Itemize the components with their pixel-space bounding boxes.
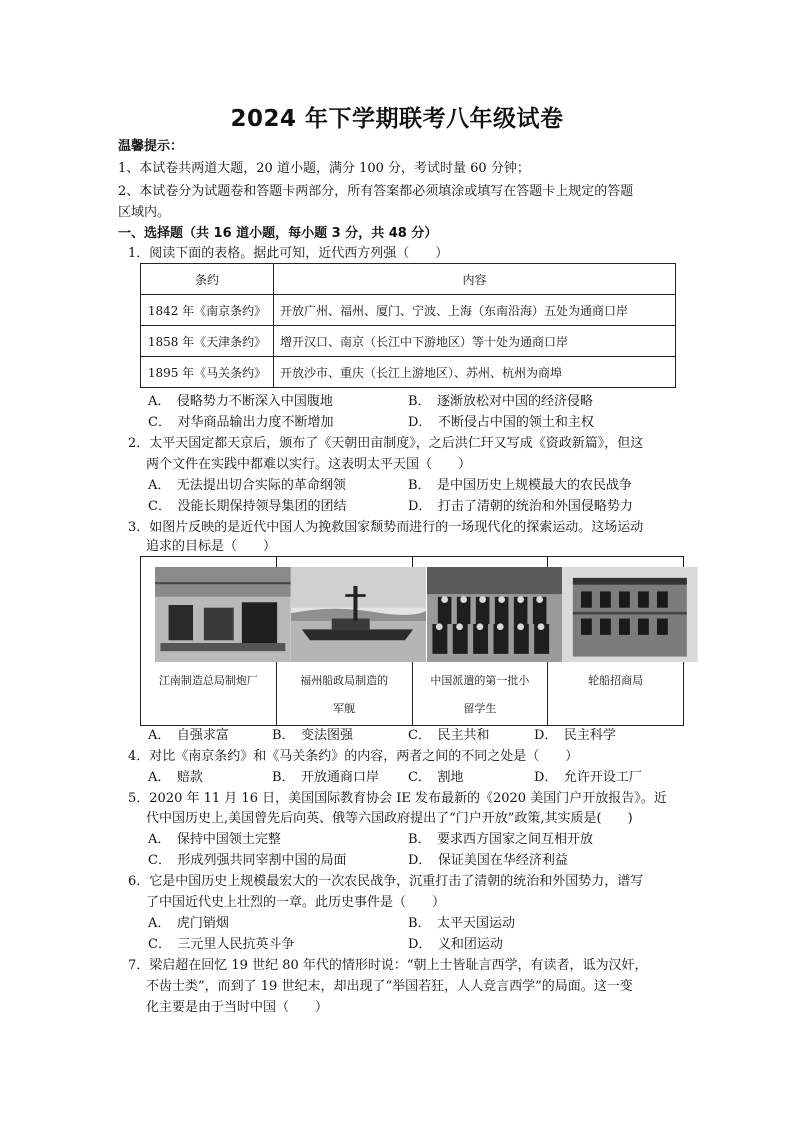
table-row <box>141 295 676 326</box>
table-cell: 增开汉口、南京（长江中下游地区）等十处为通商口岸 <box>274 326 676 357</box>
photo-cell-warship <box>277 557 413 725</box>
q2-stem-1: 2．太平天国定都天京后，颁布了《天朝田亩制度》，之后洪仁玕又写成《资政新篇》，但这 <box>128 436 644 451</box>
q5-stem-1: 5．2020 年 11 月 16 日，美国国际教育协会 IE 发布最新的《2020 美国门户开放报告》。近 <box>128 791 667 806</box>
warship-photo <box>291 567 427 662</box>
photo-table <box>140 556 684 726</box>
q1-option-b: B． 逐渐放松对中国的经济侵略 <box>408 394 594 409</box>
q1-option-c: C． 对华商品输出力度不断增加 <box>148 415 334 430</box>
q5-option-c: C． 形成列强共同宰割中国的局面 <box>148 853 347 868</box>
photo-cell-arsenal <box>141 557 277 725</box>
table-cell: 开放广州、福州、厦门、宁波、上海（东南沿海）五处为通商口岸 <box>274 295 676 326</box>
caption-line: 中国派遣的第一批小 <box>430 674 530 687</box>
caption-line: 福州船政局制造的 <box>300 674 389 687</box>
table-cell: 1858 年《天津条约》 <box>141 326 274 357</box>
q3-option-b: B． 变法图强 <box>272 728 354 743</box>
tips-line-2a: 2、本试卷分为试题卷和答题卡两部分，所有答案都必须填涂或填写在答题卡上规定的答题 <box>118 184 634 199</box>
caption-line: 轮船招商局 <box>588 674 644 687</box>
table-row <box>141 326 676 357</box>
q4-option-c: C． 割地 <box>408 770 464 785</box>
arsenal-workshop-photo <box>155 567 291 662</box>
q6-option-a: A． 虎门销烟 <box>148 916 229 931</box>
q3-stem-2: 追求的目标是（ ） <box>146 539 277 554</box>
table-cell: 1842 年《南京条约》 <box>141 295 274 326</box>
caption-line: 军舰 <box>333 702 356 715</box>
section-choice-heading: 一、选择题（共 16 道小题，每小题 3 分，共 48 分） <box>118 226 438 241</box>
q4-option-d: D． 允许开设工厂 <box>534 770 642 785</box>
q7-stem-2: 不齿士类”，而到了 19 世纪末，却出现了“举国若狂，人人竞言西学”的局面。这一变 <box>146 979 633 994</box>
q5-stem-2: 代中国历史上,美国曾先后向英、俄等六国政府提出了“门户开放”政策,其实质是( ) <box>146 811 633 826</box>
table-row <box>141 357 676 388</box>
treaty-table <box>140 263 676 388</box>
q4-stem: 4．对比《南京条约》和《马关条约》的内容，两者之间的不同之处是（ ） <box>128 749 579 764</box>
q5-option-d: D． 保证美国在华经济利益 <box>408 853 568 868</box>
q2-stem-2: 两个文件在实践中都难以实行。这表明太平天国（ ） <box>146 457 472 472</box>
students-group-photo <box>427 567 563 662</box>
q1-option-a: A． 侵略势力不断深入中国腹地 <box>148 394 333 409</box>
q1-stem: 1．阅读下面的表格。据此可知，近代西方列强（ ） <box>128 246 449 261</box>
table-cell: 开放沙市、重庆（长江上游地区）、苏州、杭州为商埠 <box>274 357 676 388</box>
q6-option-b: B． 太平天国运动 <box>408 916 516 931</box>
q4-option-a: A． 赔款 <box>148 770 203 785</box>
table-header-treaty: 条约 <box>141 264 274 295</box>
photo-caption <box>552 667 679 695</box>
table-cell: 1895 年《马关条约》 <box>141 357 274 388</box>
caption-line: 留学生 <box>463 702 497 715</box>
q3-option-c: C． 民主共和 <box>408 728 490 743</box>
merchants-building-photo <box>562 567 698 662</box>
tips-line-2b: 区域内。 <box>118 205 171 220</box>
tips-heading: 温馨提示： <box>118 139 184 154</box>
q2-option-c: C． 没能长期保持领导集团的团结 <box>148 499 347 514</box>
q7-stem-1: 7．梁启超在回忆 19 世纪 80 年代的情形时说：“朝上士皆耻言西学，有读者，诋为汉奸， <box>128 958 648 973</box>
q6-stem-2: 了中国近代史上壮烈的一章。此历史事件是（ ） <box>146 895 446 910</box>
caption-line: 江南制造总局制炮厂 <box>158 674 258 687</box>
q4-option-b: B． 开放通商口岸 <box>272 770 380 785</box>
q3-stem-1: 3．如图片反映的是近代中国人为挽救国家颓势而进行的一场现代化的探索运动。这场运动 <box>128 520 644 535</box>
photo-caption <box>417 667 544 723</box>
photo-caption <box>145 667 272 695</box>
q1-option-d: D． 不断侵占中国的领土和主权 <box>408 415 594 430</box>
photo-cell-students <box>413 557 549 725</box>
q2-option-b: B． 是中国历史上规模最大的农民战争 <box>408 478 633 493</box>
table-header-content: 内容 <box>274 264 676 295</box>
q7-stem-3: 化主要是由于当时中国（ ） <box>146 1000 329 1015</box>
q6-option-c: C． 三元里人民抗英斗争 <box>148 937 295 952</box>
q5-option-a: A． 保持中国领土完整 <box>148 832 281 847</box>
tips-line-1: 1、本试卷共两道大题，20 道小题，满分 100 分，考试时量 60 分钟； <box>118 161 530 176</box>
q3-option-d: D． 民主科学 <box>534 728 616 743</box>
photo-caption <box>281 667 408 723</box>
q5-option-b: B． 要求西方国家之间互相开放 <box>408 832 594 847</box>
q6-stem-1: 6．它是中国历史上规模最宏大的一次农民战争，沉重打击了清朝的统治和外国势力，谱写 <box>128 874 644 889</box>
exam-title: 2024 年下学期联考八年级试卷 <box>230 106 564 132</box>
table-header-row <box>141 264 676 295</box>
q6-option-d: D． 义和团运动 <box>408 937 503 952</box>
q2-option-d: D． 打击了清朝的统治和外国侵略势力 <box>408 499 633 514</box>
photo-cell-merchants <box>548 557 683 725</box>
q2-option-a: A． 无法提出切合实际的革命纲领 <box>148 478 346 493</box>
q3-option-a: A． 自强求富 <box>148 728 229 743</box>
